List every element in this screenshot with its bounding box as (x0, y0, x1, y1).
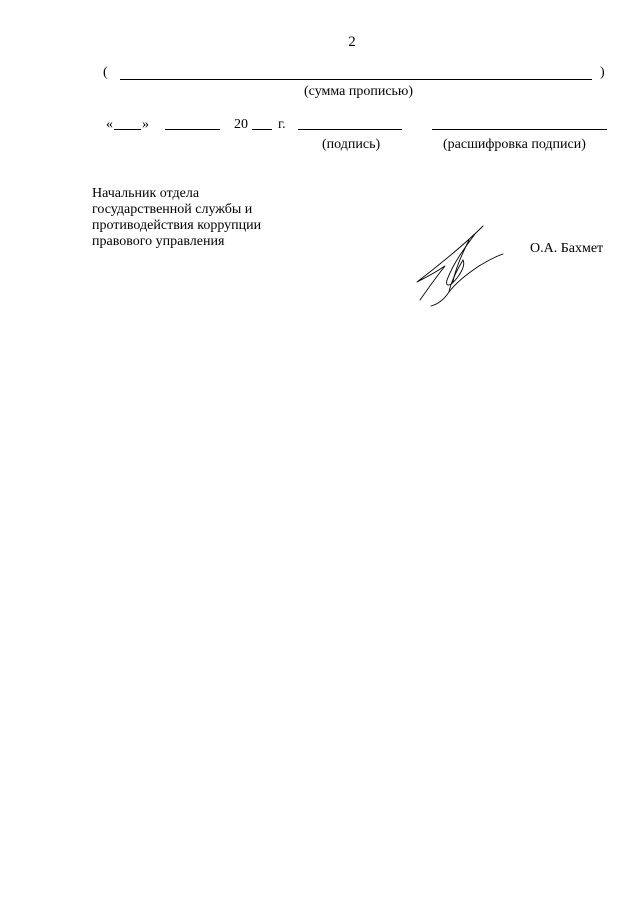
sum-open-paren: ( (103, 65, 108, 80)
date-year-line (252, 129, 272, 130)
page-number: 2 (348, 34, 356, 50)
signature-line (298, 129, 402, 130)
signer-position-line: противодействия коррупции (92, 218, 262, 233)
date-year-suffix: г. (278, 117, 286, 132)
date-quote-close: » (142, 117, 149, 132)
handwritten-signature (405, 220, 515, 310)
signature-caption: (подпись) (322, 137, 381, 152)
signer-name: О.А. Бахмет (530, 241, 604, 256)
sum-in-words-caption: (сумма прописью) (304, 84, 414, 99)
signer-position-line: Начальник отдела (92, 186, 200, 201)
decode-line (432, 129, 607, 130)
signer-position-line: правового управления (92, 234, 225, 249)
sum-close-paren: ) (600, 65, 605, 80)
date-quote-open: « (106, 117, 113, 132)
date-year-prefix: 20 (234, 117, 248, 132)
decode-caption: (расшифровка подписи) (443, 137, 586, 152)
date-month-line (165, 129, 220, 130)
sum-in-words-line (120, 79, 592, 80)
signer-position (92, 186, 261, 250)
date-day-line (114, 129, 141, 130)
signer-position-line: государственной службы и (92, 202, 253, 217)
